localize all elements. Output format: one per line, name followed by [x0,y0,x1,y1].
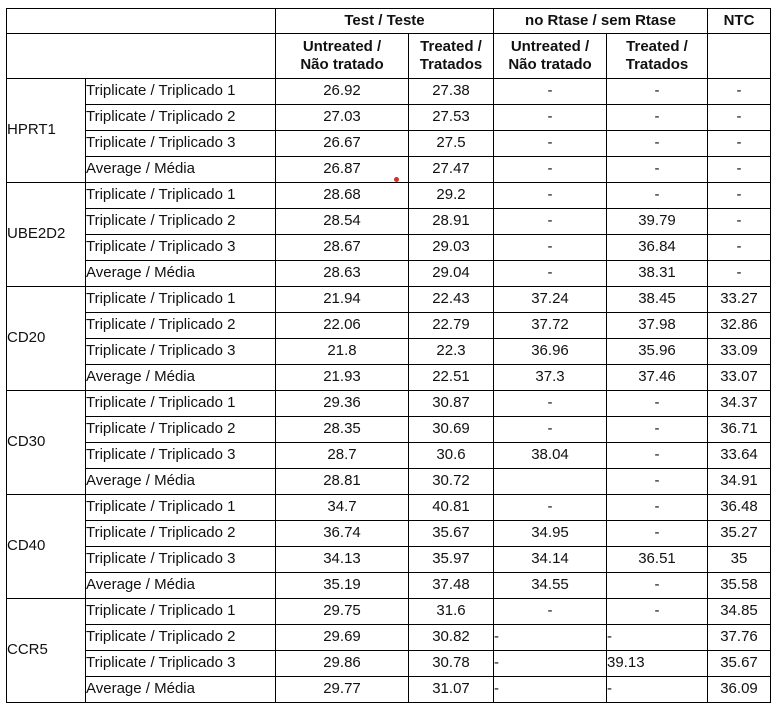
ntc-cell: 35.58 [708,573,771,599]
test-treated-cell: 29.2 [409,183,494,209]
ntc-cell: - [708,209,771,235]
test-untreated-cell: 29.75 [276,599,409,625]
test-untreated-cell: 28.54 [276,209,409,235]
no-rtase-treated-cell: - [607,105,708,131]
no-rtase-treated-cell: - [607,469,708,495]
no-rtase-untreated-cell: - [494,495,607,521]
test-untreated-cell: 34.13 [276,547,409,573]
gene-name-cell: CD40 [7,495,86,599]
test-treated-cell: 30.82 [409,625,494,651]
table-row [7,469,771,495]
no-rtase-treated-cell: - [607,417,708,443]
ntc-cell: 37.76 [708,625,771,651]
no-rtase-untreated-cell: - [494,677,607,703]
test-untreated-cell: 36.74 [276,521,409,547]
test-treated-cell: 29.04 [409,261,494,287]
test-untreated-cell: 29.86 [276,651,409,677]
test-untreated-cell: 34.7 [276,495,409,521]
ntc-cell: 36.71 [708,417,771,443]
gene-name-cell: CD30 [7,391,86,495]
test-treated-cell: 28.91 [409,209,494,235]
test-untreated-cell: 35.19 [276,573,409,599]
replicate-label-cell: Average / Média [86,261,276,287]
test-treated-cell: 30.6 [409,443,494,469]
test-treated-cell: 40.81 [409,495,494,521]
ntc-cell: - [708,105,771,131]
table-row [7,417,771,443]
no-rtase-untreated-cell: 36.96 [494,339,607,365]
test-untreated-cell: 28.68 [276,183,409,209]
replicate-label-cell: Triplicate / Triplicado 1 [86,495,276,521]
test-treated-cell: 31.07 [409,677,494,703]
no-rtase-untreated-cell: - [494,625,607,651]
test-treated-cell: 35.97 [409,547,494,573]
replicate-label-cell: Triplicate / Triplicado 1 [86,183,276,209]
ntc-cell: 36.48 [708,495,771,521]
ntc-cell: - [708,131,771,157]
test-treated-cell: 37.48 [409,573,494,599]
test-treated-cell: 30.72 [409,469,494,495]
test-untreated-cell: 29.36 [276,391,409,417]
table-row [7,599,771,625]
ntc-cell: 33.09 [708,339,771,365]
replicate-label-cell: Triplicate / Triplicado 2 [86,105,276,131]
no-rtase-untreated-cell: 34.95 [494,521,607,547]
replicate-label-cell: Triplicate / Triplicado 1 [86,79,276,105]
table-row [7,573,771,599]
no-rtase-treated-cell: - [607,677,708,703]
no-rtase-treated-cell: 38.45 [607,287,708,313]
no-rtase-treated-cell: 37.46 [607,365,708,391]
no-rtase-untreated-cell: - [494,209,607,235]
test-untreated-cell: 28.7 [276,443,409,469]
no-rtase-untreated-cell: - [494,157,607,183]
test-treated-cell: 35.67 [409,521,494,547]
no-rtase-treated-cell: 39.13 [607,651,708,677]
table-row [7,287,771,313]
no-rtase-untreated-cell: - [494,235,607,261]
no-rtase-treated-cell: 38.31 [607,261,708,287]
header-test-treated: Treated / Tratados [409,34,494,79]
no-rtase-untreated-cell: - [494,651,607,677]
table-row [7,521,771,547]
header-test-untreated: Untreated / Não tratado [276,34,409,79]
ct-values-table [6,8,771,703]
test-treated-cell: 22.43 [409,287,494,313]
header-row-groups [7,9,771,34]
test-untreated-cell: 28.35 [276,417,409,443]
table-row [7,79,771,105]
test-treated-cell: 30.78 [409,651,494,677]
replicate-label-cell: Average / Média [86,677,276,703]
no-rtase-untreated-cell: 34.14 [494,547,607,573]
no-rtase-untreated-cell: - [494,599,607,625]
no-rtase-treated-cell: - [607,183,708,209]
test-treated-cell: 22.51 [409,365,494,391]
table-row [7,365,771,391]
test-untreated-cell: 26.67 [276,131,409,157]
test-treated-cell: 22.79 [409,313,494,339]
no-rtase-untreated-cell: - [494,417,607,443]
test-untreated-cell: 28.67 [276,235,409,261]
replicate-label-cell: Average / Média [86,365,276,391]
test-untreated-cell: 21.93 [276,365,409,391]
ntc-cell: 33.27 [708,287,771,313]
test-treated-cell: 30.69 [409,417,494,443]
test-treated-cell: 31.6 [409,599,494,625]
replicate-label-cell: Triplicate / Triplicado 2 [86,521,276,547]
replicate-label-cell: Average / Média [86,573,276,599]
test-untreated-cell: 26.87 [276,157,409,183]
table-row [7,651,771,677]
table-row [7,105,771,131]
ntc-cell: 33.07 [708,365,771,391]
replicate-label-cell: Triplicate / Triplicado 3 [86,235,276,261]
table-row [7,183,771,209]
gene-name-cell: HPRT1 [7,79,86,183]
gene-name-cell: UBE2D2 [7,183,86,287]
no-rtase-untreated-cell: - [494,261,607,287]
no-rtase-untreated-cell: - [494,79,607,105]
no-rtase-untreated-cell: - [494,131,607,157]
ntc-cell: - [708,235,771,261]
no-rtase-untreated-cell: 38.04 [494,443,607,469]
no-rtase-untreated-cell: - [494,105,607,131]
ntc-cell: - [708,183,771,209]
header-no-rtase-untreated: Untreated / Não tratado [494,34,607,79]
replicate-label-cell: Triplicate / Triplicado 1 [86,287,276,313]
test-untreated-cell: 28.81 [276,469,409,495]
no-rtase-untreated-cell: - [494,391,607,417]
no-rtase-untreated-cell: 34.55 [494,573,607,599]
replicate-label-cell: Triplicate / Triplicado 2 [86,313,276,339]
gene-name-cell: CCR5 [7,599,86,703]
replicate-label-cell: Triplicate / Triplicado 3 [86,131,276,157]
no-rtase-treated-cell: - [607,131,708,157]
table-row [7,547,771,573]
test-treated-cell: 27.47 [409,157,494,183]
ntc-cell: - [708,157,771,183]
table-row [7,157,771,183]
ntc-cell: - [708,79,771,105]
no-rtase-treated-cell: 37.98 [607,313,708,339]
no-rtase-treated-cell: - [607,625,708,651]
test-untreated-cell: 21.8 [276,339,409,365]
red-marker-dot [394,177,399,182]
no-rtase-untreated-cell: 37.24 [494,287,607,313]
no-rtase-untreated-cell: 37.72 [494,313,607,339]
header-test: Test / Teste [276,9,494,34]
ntc-cell: 35.67 [708,651,771,677]
table-row [7,131,771,157]
replicate-label-cell: Triplicate / Triplicado 3 [86,651,276,677]
no-rtase-treated-cell: 39.79 [607,209,708,235]
no-rtase-untreated-cell: - [494,183,607,209]
test-untreated-cell: 29.77 [276,677,409,703]
table-body [7,79,771,703]
gene-name-cell: CD20 [7,287,86,391]
header-no-rtase: no Rtase / sem Rtase [494,9,708,34]
test-untreated-cell: 27.03 [276,105,409,131]
table-row [7,625,771,651]
no-rtase-untreated-cell [494,469,607,495]
header-no-rtase-treated: Treated / Tratados [607,34,708,79]
header-row-conditions [7,34,771,79]
replicate-label-cell: Average / Média [86,469,276,495]
table-row [7,339,771,365]
header-blank-cell-2 [7,34,276,79]
header-blank-cell [7,9,276,34]
test-treated-cell: 27.38 [409,79,494,105]
ntc-cell: 34.91 [708,469,771,495]
table-row [7,443,771,469]
replicate-label-cell: Triplicate / Triplicado 3 [86,443,276,469]
test-treated-cell: 29.03 [409,235,494,261]
test-untreated-cell: 28.63 [276,261,409,287]
ntc-cell: 32.86 [708,313,771,339]
table-row [7,495,771,521]
table-row [7,235,771,261]
ntc-cell: 36.09 [708,677,771,703]
ntc-cell: 33.64 [708,443,771,469]
no-rtase-treated-cell: - [607,79,708,105]
no-rtase-treated-cell: - [607,573,708,599]
ntc-cell: 34.85 [708,599,771,625]
table-row [7,261,771,287]
test-untreated-cell: 26.92 [276,79,409,105]
ntc-cell: 34.37 [708,391,771,417]
replicate-label-cell: Triplicate / Triplicado 1 [86,391,276,417]
test-untreated-cell: 29.69 [276,625,409,651]
test-treated-cell: 27.5 [409,131,494,157]
test-treated-cell: 30.87 [409,391,494,417]
table-row [7,677,771,703]
table-row [7,313,771,339]
no-rtase-treated-cell: - [607,157,708,183]
no-rtase-treated-cell: - [607,495,708,521]
ntc-cell: - [708,261,771,287]
no-rtase-treated-cell: - [607,391,708,417]
test-treated-cell: 27.53 [409,105,494,131]
no-rtase-treated-cell: 36.84 [607,235,708,261]
test-treated-cell: 22.3 [409,339,494,365]
no-rtase-treated-cell: 36.51 [607,547,708,573]
table-row [7,209,771,235]
header-ntc-blank [708,34,771,79]
test-untreated-cell: 21.94 [276,287,409,313]
test-untreated-cell: 22.06 [276,313,409,339]
header-ntc: NTC [708,9,771,34]
table-row [7,391,771,417]
no-rtase-treated-cell: - [607,599,708,625]
replicate-label-cell: Triplicate / Triplicado 3 [86,547,276,573]
ntc-cell: 35 [708,547,771,573]
replicate-label-cell: Triplicate / Triplicado 1 [86,599,276,625]
no-rtase-untreated-cell: 37.3 [494,365,607,391]
no-rtase-treated-cell: - [607,521,708,547]
no-rtase-treated-cell: - [607,443,708,469]
replicate-label-cell: Triplicate / Triplicado 3 [86,339,276,365]
replicate-label-cell: Triplicate / Triplicado 2 [86,625,276,651]
replicate-label-cell: Triplicate / Triplicado 2 [86,209,276,235]
no-rtase-treated-cell: 35.96 [607,339,708,365]
ntc-cell: 35.27 [708,521,771,547]
replicate-label-cell: Average / Média [86,157,276,183]
cropped-caption-fragment [10,0,230,4]
replicate-label-cell: Triplicate / Triplicado 2 [86,417,276,443]
